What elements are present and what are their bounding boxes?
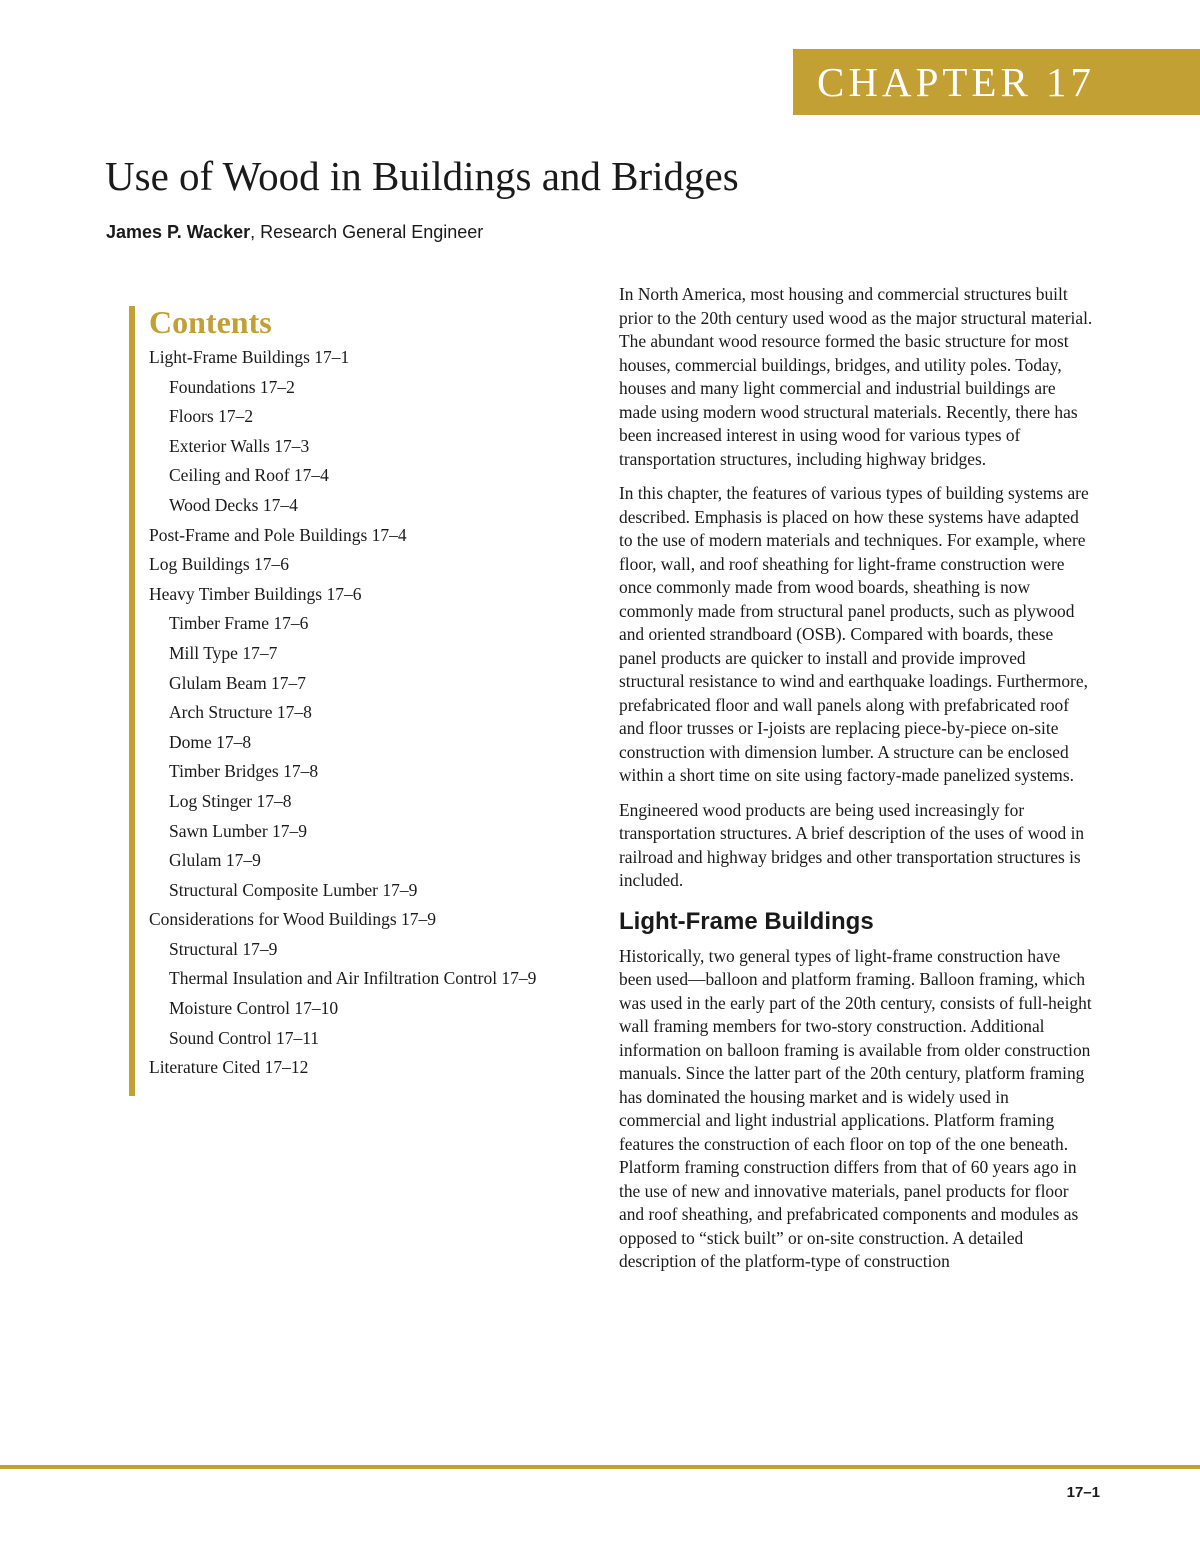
- toc-item: Mill Type 17–7: [169, 642, 278, 663]
- author-role: Research General Engineer: [255, 222, 484, 242]
- section-heading: Light-Frame Buildings: [619, 907, 874, 935]
- contents-heading: Contents: [149, 304, 272, 340]
- body-paragraph: Engineered wood products are being used increasingly for transportation structures. A brief description of the uses of wood in railroad and highway bridges and other transportation structures is included.: [619, 799, 1085, 890]
- author-separator: ,: [250, 222, 256, 242]
- toc-item: Structural Composite Lumber 17–9: [169, 879, 418, 900]
- toc-item: Light-Frame Buildings 17–1: [149, 347, 350, 367]
- body-column: [619, 283, 1094, 1285]
- toc-item: Post-Frame and Pole Buildings 17–4: [149, 524, 407, 545]
- toc-item: Heavy Timber Buildings 17–6: [149, 583, 362, 604]
- toc-item: Timber Bridges 17–8: [169, 761, 319, 782]
- toc-item: Glulam 17–9: [169, 850, 261, 871]
- toc-item: Sound Control 17–11: [169, 1027, 320, 1048]
- toc-item: Exterior Walls 17–3: [169, 435, 310, 456]
- footer-rule: [0, 1465, 1200, 1469]
- author-name: James P. Wacker: [106, 222, 251, 242]
- toc-item: Ceiling and Roof 17–4: [169, 465, 329, 486]
- contents-box: [149, 302, 549, 1086]
- toc-item: Floors 17–2: [169, 406, 254, 427]
- toc-item: Arch Structure 17–8: [169, 702, 312, 723]
- toc-item: Thermal Insulation and Air Infiltration Control 17–9: [169, 968, 537, 989]
- toc-item: Glulam Beam 17–7: [169, 672, 307, 693]
- toc-item: Log Buildings 17–6: [149, 554, 290, 575]
- author-line: [106, 222, 483, 243]
- toc-list: [149, 346, 549, 1080]
- toc-item: Structural 17–9: [169, 938, 278, 959]
- contents-accent-bar: [129, 306, 135, 1096]
- toc-item: Moisture Control 17–10: [169, 998, 339, 1019]
- toc-item: Literature Cited 17–12: [149, 1057, 309, 1078]
- body-paragraph: In this chapter, the features of various types of building systems are described. Emphasis is placed on how these systems have adapted to the use of modern materials and techniques. For example, where floor, wall, and roof sheathing for light-frame construction were once commonly made from wood boards, sheathing is now commonly made from structural panel products, such as plywood and oriented strandboard (OSB). Compared with boards, these panel products are quicker to install and provide improved structural resistance to wind and earthquake loadings. Furthermore, prefabricated floor and wall panels along with prefabricated roof and floor trusses or I-joists are replacing piece-by-piece on-site construction with dimension lumber. A structure can be enclosed within a short time on site using factory-made panelized systems.: [619, 483, 1089, 785]
- toc-item: Foundations 17–2: [169, 376, 295, 397]
- toc-item: Wood Decks 17–4: [169, 494, 298, 515]
- page-title: Use of Wood in Buildings and Bridges: [105, 153, 739, 199]
- toc-item: Considerations for Wood Buildings 17–9: [149, 909, 437, 930]
- toc-item: Timber Frame 17–6: [169, 613, 309, 634]
- section-paragraph: Historically, two general types of light-frame construction have been used—balloon and platform framing. Balloon framing, which was used in the early part of the 20th century, consists of full-height wall framing members for two-story construction. Additional information on balloon framing is available from older construction manuals. Since the latter part of the 20th century, platform framing has dominated the housing market and is widely used in commercial and light industrial applications. Platform framing features the construction of each floor on top of the one beneath. Platform framing construction differs from that of 60 years ago in the use of new and innovative materials, panel products for floor and roof sheathing, and prefabricated components and modules as opposed to “stick built” or on-site construction. A detailed description of the platform-type of construction: [619, 945, 1092, 1271]
- chapter-label: CHAPTER 17: [793, 49, 1200, 115]
- body-paragraph: In North America, most housing and commercial structures built prior to the 20th century used wood as the major structural material. The abundant wood resource formed the basic structure for most houses, commercial buildings, bridges, and utility poles. Today, houses and many light commercial and industrial buildings are made using modern wood structural materials. Recently, there has been increased interest in using wood for various types of transportation structures, including highway bridges.: [619, 284, 1093, 469]
- page-number: 17–1: [1066, 1484, 1100, 1501]
- toc-item: Log Stinger 17–8: [169, 790, 292, 811]
- toc-item: Sawn Lumber 17–9: [169, 820, 308, 841]
- toc-item: Dome 17–8: [169, 731, 252, 752]
